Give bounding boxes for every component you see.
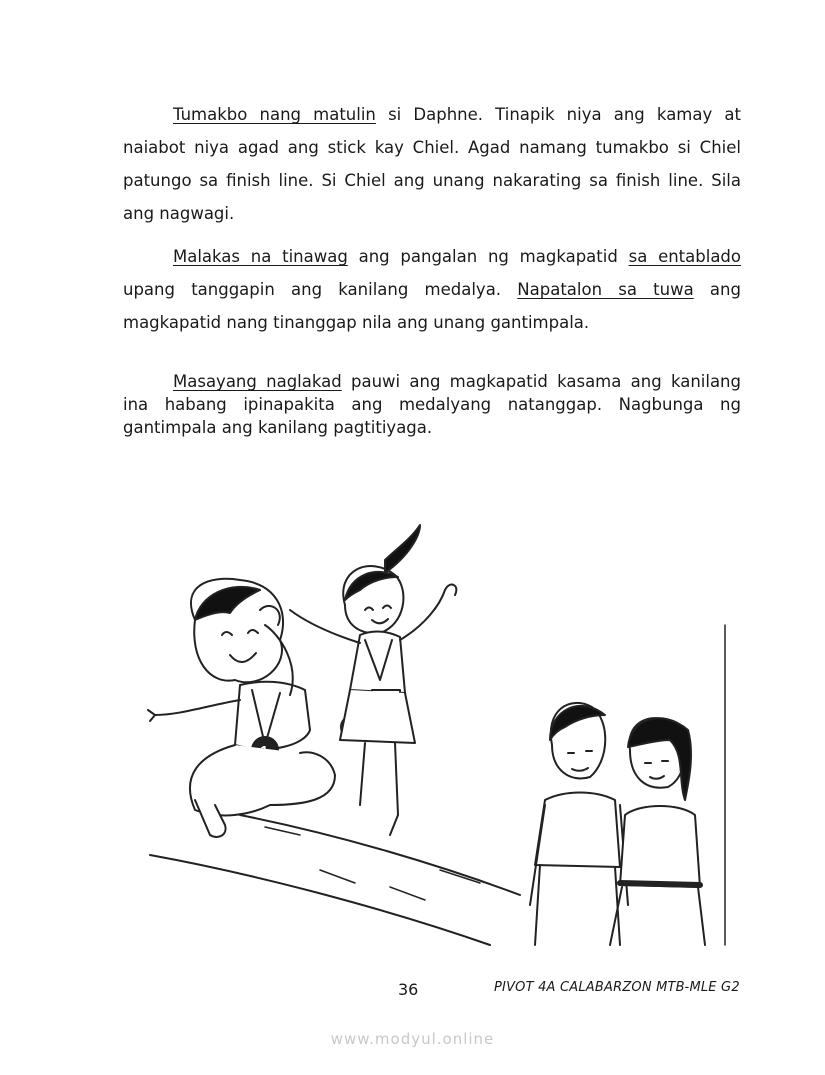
underlined-phrase: Masayang naglakad — [173, 372, 342, 391]
standing-boy-figure — [530, 703, 628, 945]
underlined-phrase: Napatalon sa tuwa — [517, 280, 694, 299]
boy-with-medal-figure — [148, 579, 335, 837]
underlined-phrase: Tumakbo nang matulin — [173, 105, 376, 124]
website-watermark: www.modyul.online — [330, 1030, 495, 1048]
underlined-phrase: Malakas na tinawag — [173, 247, 348, 266]
paragraph-text: ang magkapatid nang tinanggap nila ang unang gantimpala. — [123, 280, 741, 332]
children-celebrating-race-illustration — [140, 515, 740, 955]
paragraph-text: ang pangalan ng magkapatid — [347, 247, 629, 266]
underlined-phrase: sa entablado — [628, 247, 741, 266]
mother-figure — [610, 718, 705, 945]
paragraph-text: pauwi ang magkapatid kasama ang kanilang ina habang ipinapakita ang medalyang natanggap. Nagbunga ng gantimpala ang kanilang pagtitiyaga. — [123, 372, 741, 437]
story-paragraph-2 — [123, 240, 741, 339]
story-paragraph-1 — [123, 98, 741, 230]
story-paragraph-3 — [123, 370, 741, 439]
series-footer: PIVOT 4A CALABARZON MTB-MLE G2 — [494, 980, 740, 995]
paragraph-text: upang tanggapin ang kanilang medalya. — [123, 280, 518, 299]
page-number: 36 — [398, 980, 419, 999]
running-track-lines — [150, 815, 520, 945]
paragraph-text: si Daphne. Tinapik niya ang kamay at naiabot niya agad ang stick kay Chiel. Agad namang tumakbo si Chiel patungo sa finish line. Si Chiel ang unang nakarating sa finish line. Sila ang nagwagi. — [123, 105, 741, 223]
